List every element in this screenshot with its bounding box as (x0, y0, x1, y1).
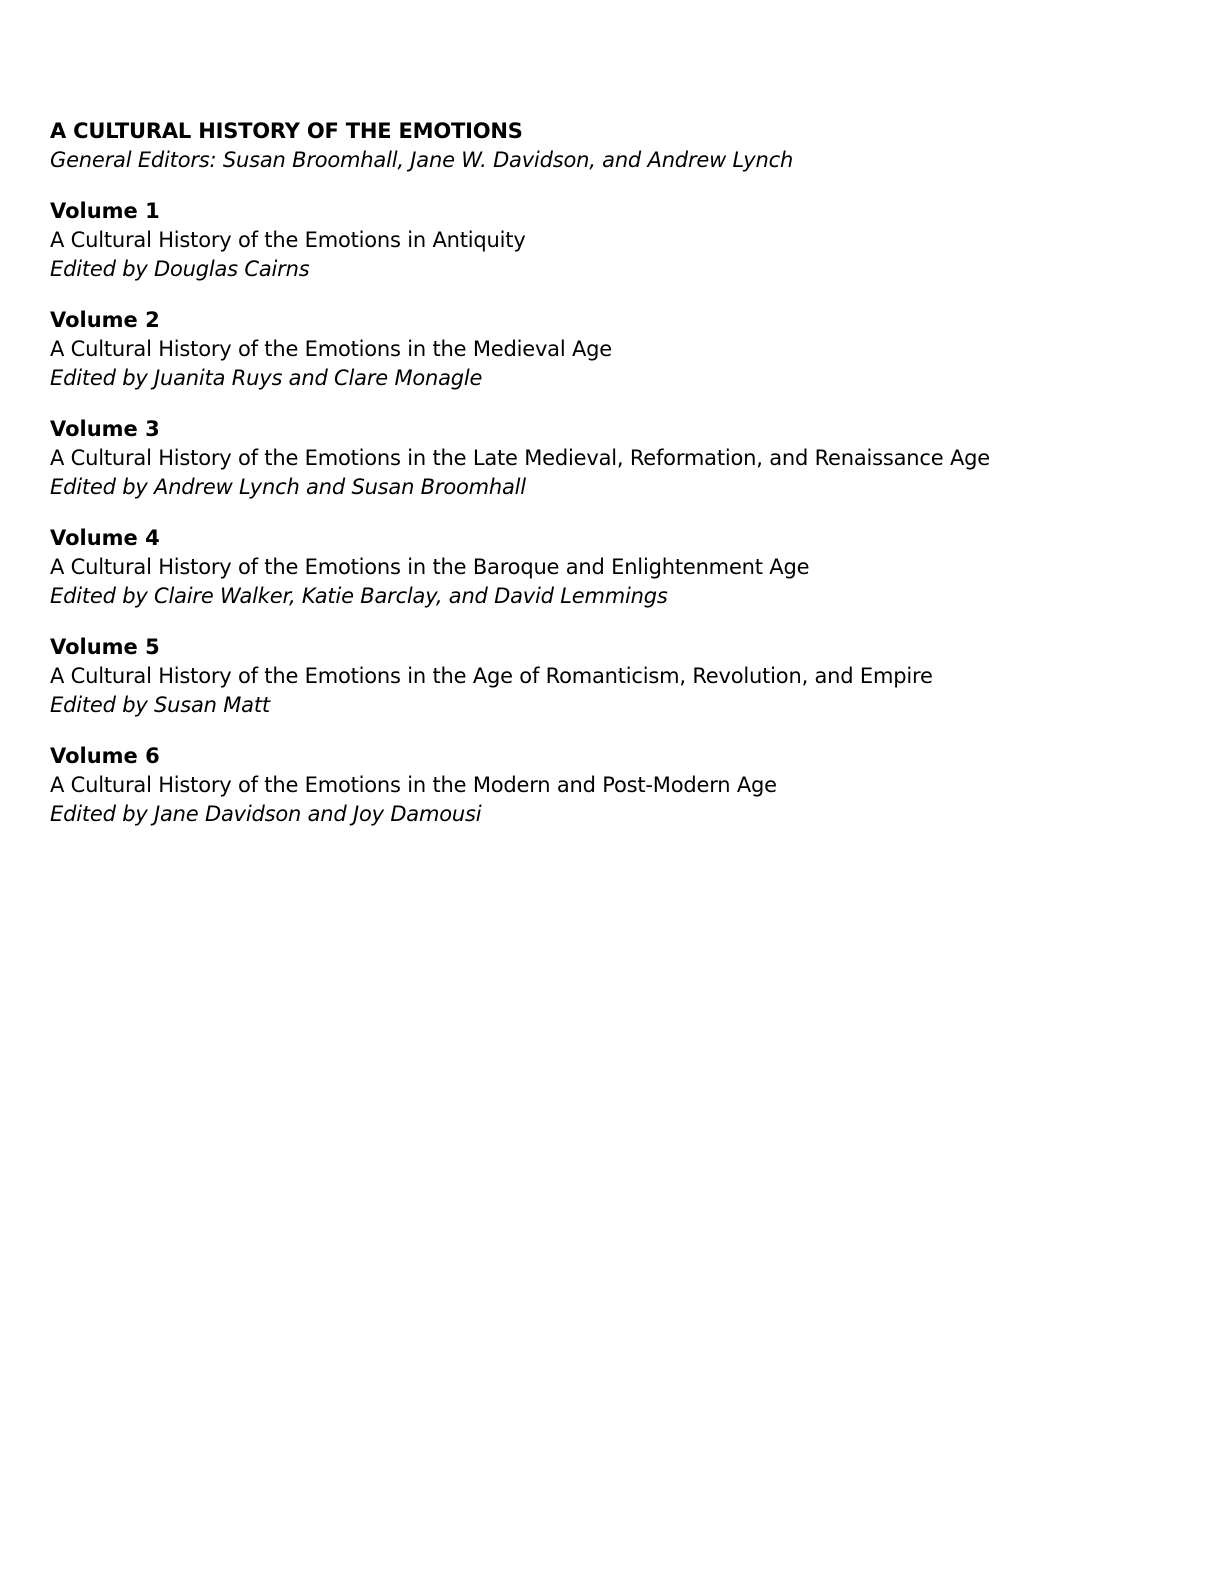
volume-entry-3 (50, 415, 1174, 502)
volume-label: Volume 2 (50, 308, 160, 332)
volume-title: A Cultural History of the Emotions in the Baroque and Enlightenment Age (50, 555, 810, 579)
volume-title: A Cultural History of the Emotions in the Medieval Age (50, 337, 612, 361)
volume-entry-4 (50, 524, 1174, 611)
volume-title: A Cultural History of the Emotions in the Late Medieval, Reformation, and Renaissance Age (50, 446, 990, 470)
series-page (50, 117, 1174, 829)
series-general-editors: General Editors: Susan Broomhall, Jane W. Davidson, and Andrew Lynch (50, 148, 794, 172)
volume-editors: Edited by Juanita Ruys and Clare Monagle (50, 366, 483, 390)
series-title: A CULTURAL HISTORY OF THE EMOTIONS (50, 119, 523, 143)
volume-entry-1 (50, 197, 1174, 284)
volume-label: Volume 3 (50, 417, 160, 441)
volume-label: Volume 5 (50, 635, 160, 659)
volume-label: Volume 4 (50, 526, 160, 550)
volume-label: Volume 1 (50, 199, 160, 223)
volume-editors: Edited by Andrew Lynch and Susan Broomhall (50, 475, 526, 499)
volume-entry-6 (50, 742, 1174, 829)
volume-editors: Edited by Douglas Cairns (50, 257, 310, 281)
series-header (50, 117, 1174, 175)
volume-entry-5 (50, 633, 1174, 720)
volume-editors: Edited by Claire Walker, Katie Barclay, and David Lemmings (50, 584, 668, 608)
volume-entry-2 (50, 306, 1174, 393)
volume-label: Volume 6 (50, 744, 160, 768)
volume-title: A Cultural History of the Emotions in the Modern and Post-Modern Age (50, 773, 777, 797)
volume-title: A Cultural History of the Emotions in the Age of Romanticism, Revolution, and Empire (50, 664, 933, 688)
volume-editors: Edited by Susan Matt (50, 693, 270, 717)
volume-title: A Cultural History of the Emotions in Antiquity (50, 228, 526, 252)
volume-editors: Edited by Jane Davidson and Joy Damousi (50, 802, 482, 826)
